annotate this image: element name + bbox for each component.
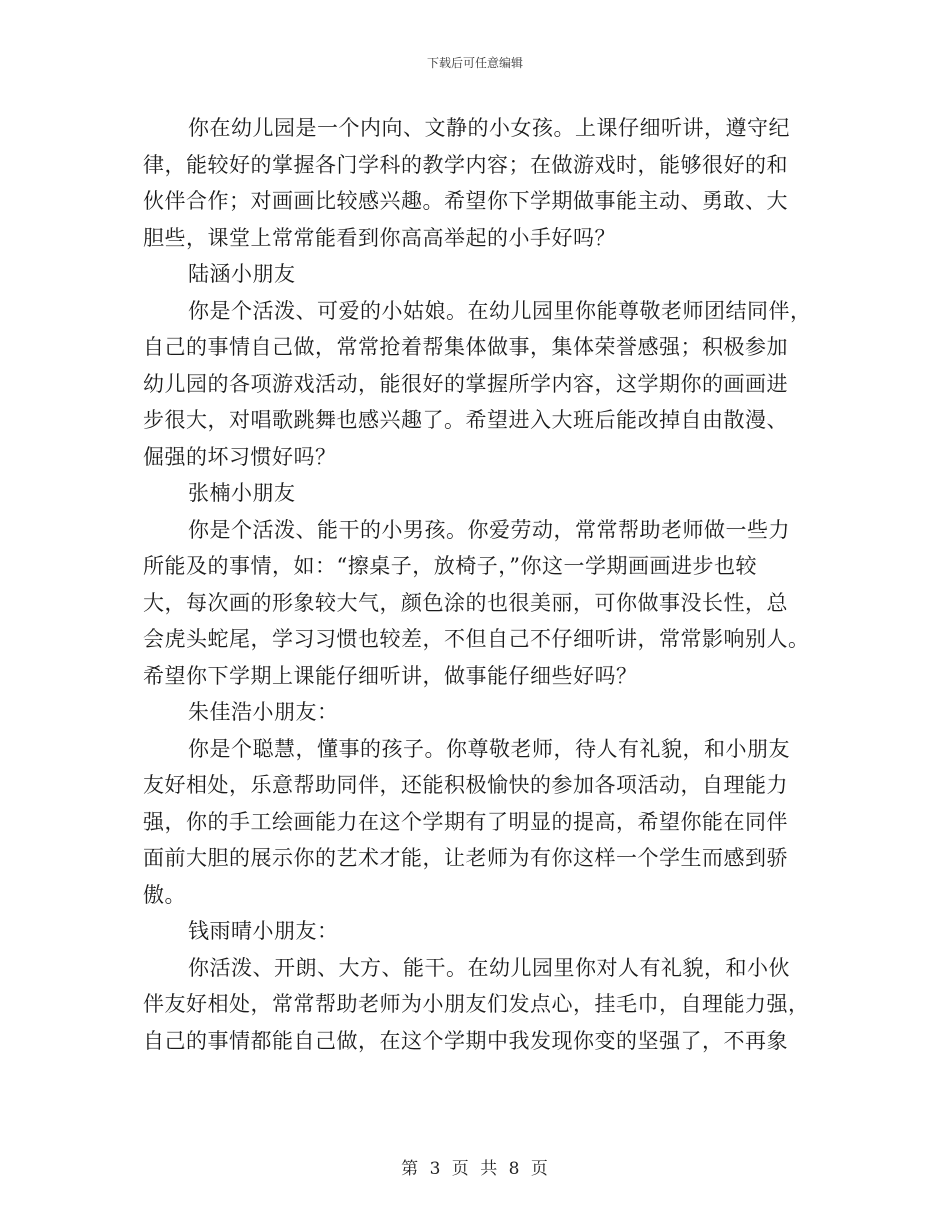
text-line: 会虎头蛇尾，学习习惯也较差，不但自己不仔细听讲，常常影响别人。: [143, 627, 810, 651]
text-line: 自己的事情都能自己做，在这个学期中我发现你变的坚强了，不再象: [143, 1028, 788, 1053]
body-text: [143, 110, 812, 1059]
text-line: 自己的事情自己做，常常抢着帮集体做事，集体荣誉感强；积极参加: [143, 335, 788, 359]
text-line: 大，每次画的形象较大气，颜色涂的也很美丽，可你做事没长性，总: [143, 590, 788, 615]
text-line: 你在幼儿园是一个内向、文静的小女孩。上课仔细听讲，遵守纪: [188, 116, 790, 140]
text-line: 你是个聪慧，懂事的孩子。你尊敬老师，待人有礼貌，和小朋友: [188, 736, 790, 761]
text-line: 朱佳浩小朋友：: [188, 700, 339, 724]
text-line: 倔强的坏习惯好吗？: [143, 444, 337, 469]
text-line: 你活泼、开朗、大方、能干。在幼儿园里你对人有礼貌，和小伙: [188, 955, 790, 980]
text-line: 希望你下学期上课能仔细听讲，做事能仔细些好吗？: [143, 663, 638, 688]
text-line: 伴友好相处，常常帮助老师为小朋友们发点心，挂毛巾，自理能力强，: [143, 992, 810, 1016]
text-line: 陆涵小朋友: [188, 262, 296, 286]
text-line: 傲。: [143, 882, 186, 907]
text-line: 面前大胆的展示你的艺术才能，让老师为有你这样一个学生而感到骄: [143, 846, 788, 870]
text-line: 所能及的事情，如：“擦桌子，放椅子，”你这一学期画画进步也较: [143, 554, 757, 578]
text-line: 胆些，课堂上常常能看到你高高举起的小手好吗？: [143, 225, 616, 250]
text-line: 步很大，对唱歌跳舞也感兴趣了。希望进入大班后能改掉自由散漫、: [143, 408, 788, 432]
header-note: 下载后可任意编辑: [426, 56, 523, 70]
text-line: 伙伴合作；对画画比较感兴趣。希望你下学期做事能主动、勇敢、大: [143, 189, 788, 213]
text-line: 你是个活泼、能干的小男孩。你爱劳动，常常帮助老师做一些力: [188, 517, 790, 542]
text-line: 律，能较好的掌握各门学科的教学内容；在做游戏时，能够很好的和: [143, 152, 788, 177]
text-line: 钱雨晴小朋友：: [188, 919, 339, 943]
text-line: 张楠小朋友: [188, 481, 296, 505]
text-line: 你是个活泼、可爱的小姑娘。在幼儿园里你能尊敬老师团结同伴，: [188, 298, 812, 323]
page-number-footer: 第 3 页 共 8 页: [401, 1159, 549, 1179]
text-line: 幼儿园的各项游戏活动，能很好的掌握所学内容，这学期你的画画进: [143, 371, 788, 396]
text-line: 强，你的手工绘画能力在这个学期有了明显的提高，希望你能在同伴: [143, 809, 788, 834]
text-line: 友好相处，乐意帮助同伴，还能积极愉快的参加各项活动，自理能力: [143, 773, 788, 797]
